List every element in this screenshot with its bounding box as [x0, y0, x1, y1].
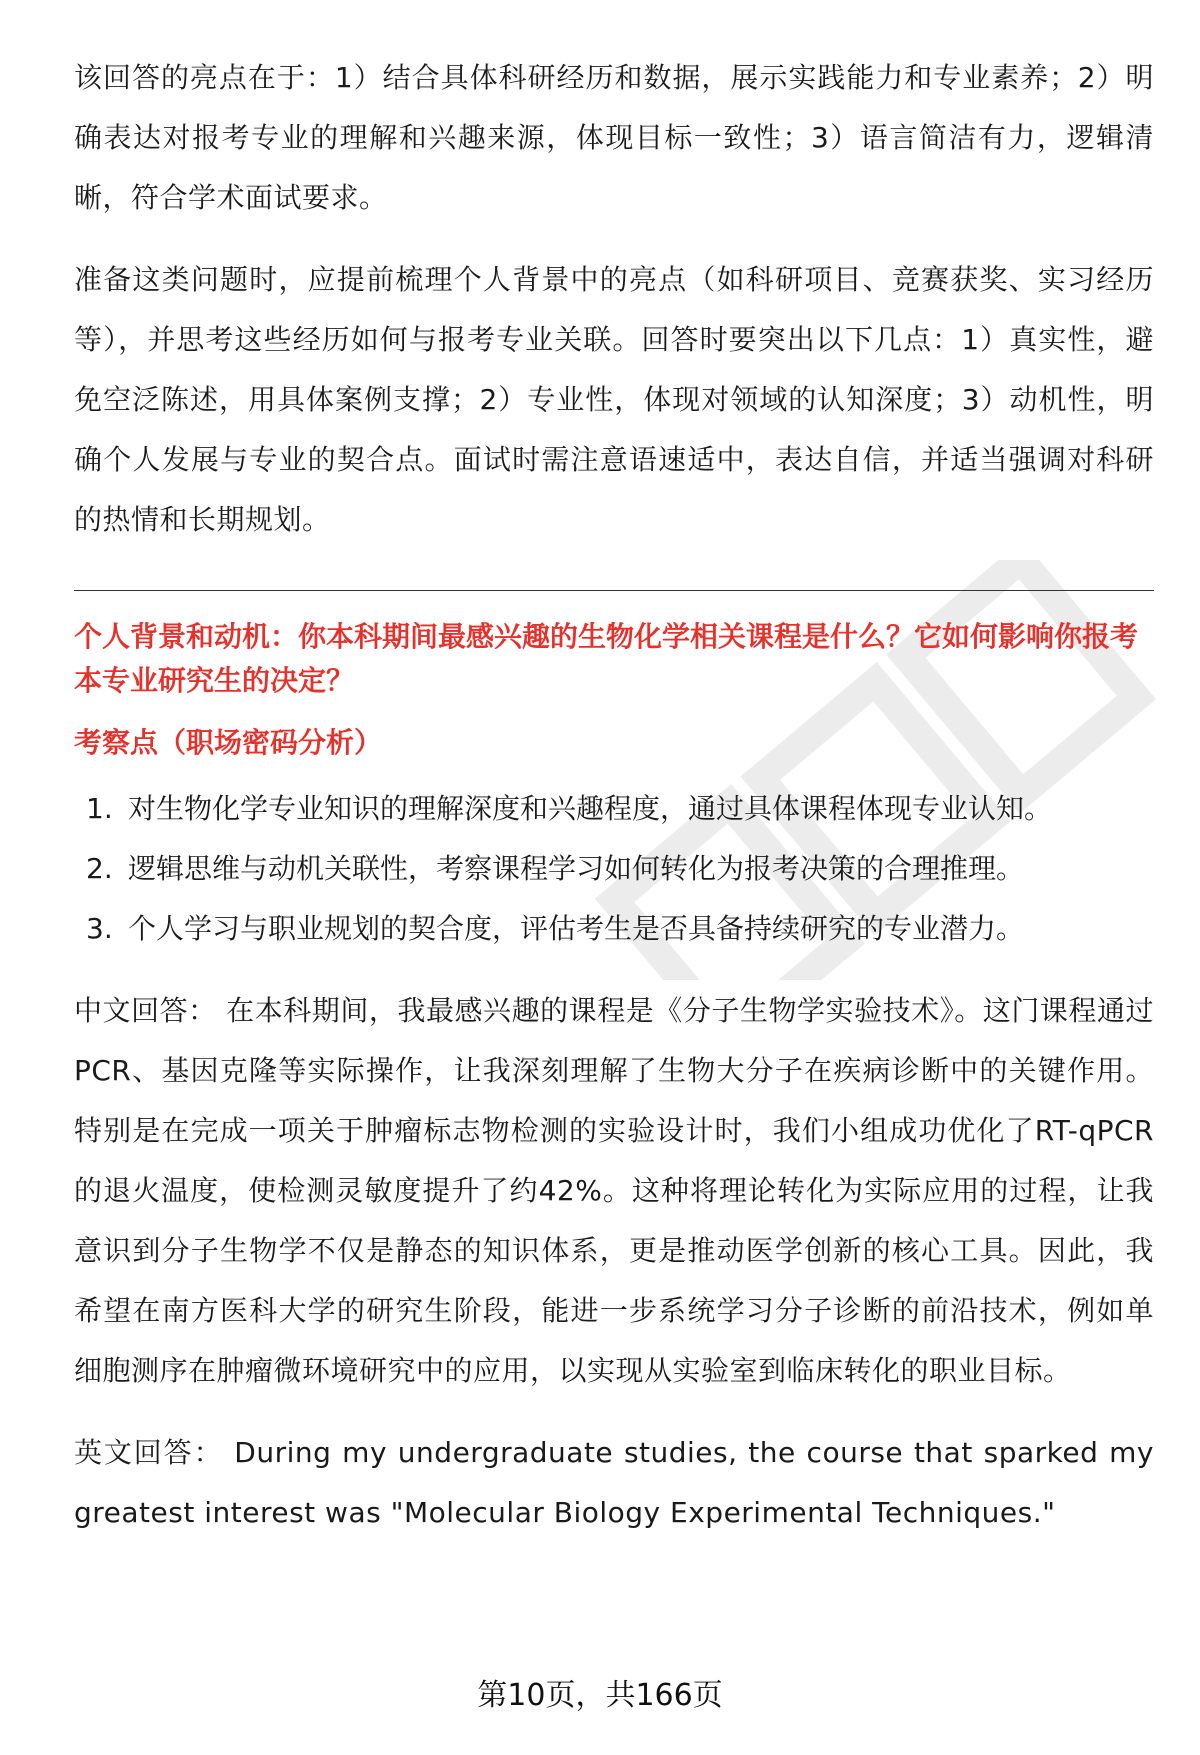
- list-item-text: 对生物化学专业知识的理解深度和兴趣程度，通过具体课程体现专业认知。: [128, 792, 1053, 825]
- english-answer: 英文回答： During my undergraduate studies, the course that sparked my greatest interest was "Molecular Biology Experimental Techniques.": [74, 1436, 1154, 1529]
- question-title: 个人背景和动机：你本科期间最感兴趣的生物化学相关课程是什么？它如何影响你报考本专业研究生的决定？: [74, 620, 1139, 697]
- focus-heading: 考察点（职场密码分析）: [74, 726, 383, 759]
- list-item-number: 2.: [86, 852, 113, 885]
- chinese-answer: 中文回答： 在本科期间，我最感兴趣的课程是《分子生物学实验技术》。这门课程通过PCR、基因克隆等实际操作，让我深刻理解了生物大分子在疾病诊断中的关键作用。特别是在完成一项关于肿瘤标志物检测的实验设计时，我们小组成功优化了RT-qPCR的退火温度，使检测灵敏度提升了约42%。这种将理论转化为实际应用的过程，让我意识到分子生物学不仅是静态的知识体系，更是推动医学创新的核心工具。因此，我希望在南方医科大学的研究生阶段，能进一步系统学习分子诊断的前沿技术，例如单细胞测序在肿瘤微环境研究中的应用，以实现从实验室到临床转化的职业目标。: [74, 994, 1154, 1387]
- paragraph-highlights: 该回答的亮点在于：1）结合具体科研经历和数据，展示实践能力和专业素养；2）明确表达对报考专业的理解和兴趣来源，体现目标一致性；3）语言简洁有力，逻辑清晰，符合学术面试要求。: [74, 61, 1154, 214]
- paragraph-preparation: 准备这类问题时，应提前梳理个人背景中的亮点（如科研项目、竞赛获奖、实习经历等），并思考这些经历如何与报考专业关联。回答时要突出以下几点：1）真实性，避免空泛陈述，用具体案例支撑；2）专业性，体现对领域的认知深度；3）动机性，明确个人发展与专业的契合点。面试时需注意语速适中，表达自信，并适当强调对科研的热情和长期规划。: [74, 263, 1154, 536]
- list-item-number: 3.: [86, 912, 113, 945]
- page-number: 第10页，共166页: [477, 1678, 723, 1713]
- list-item: [74, 779, 1154, 839]
- list-item: [74, 839, 1154, 899]
- list-item-number: 1.: [86, 792, 113, 825]
- list-item: [74, 899, 1154, 959]
- document-page: [74, 48, 1154, 1543]
- focus-points-list: [74, 779, 1154, 959]
- list-item-text: 个人学习与职业规划的契合度，评估考生是否具备持续研究的专业潜力。: [128, 912, 1025, 945]
- list-item-text: 逻辑思维与动机关联性，考察课程学习如何转化为报考决策的合理推理。: [128, 852, 1025, 885]
